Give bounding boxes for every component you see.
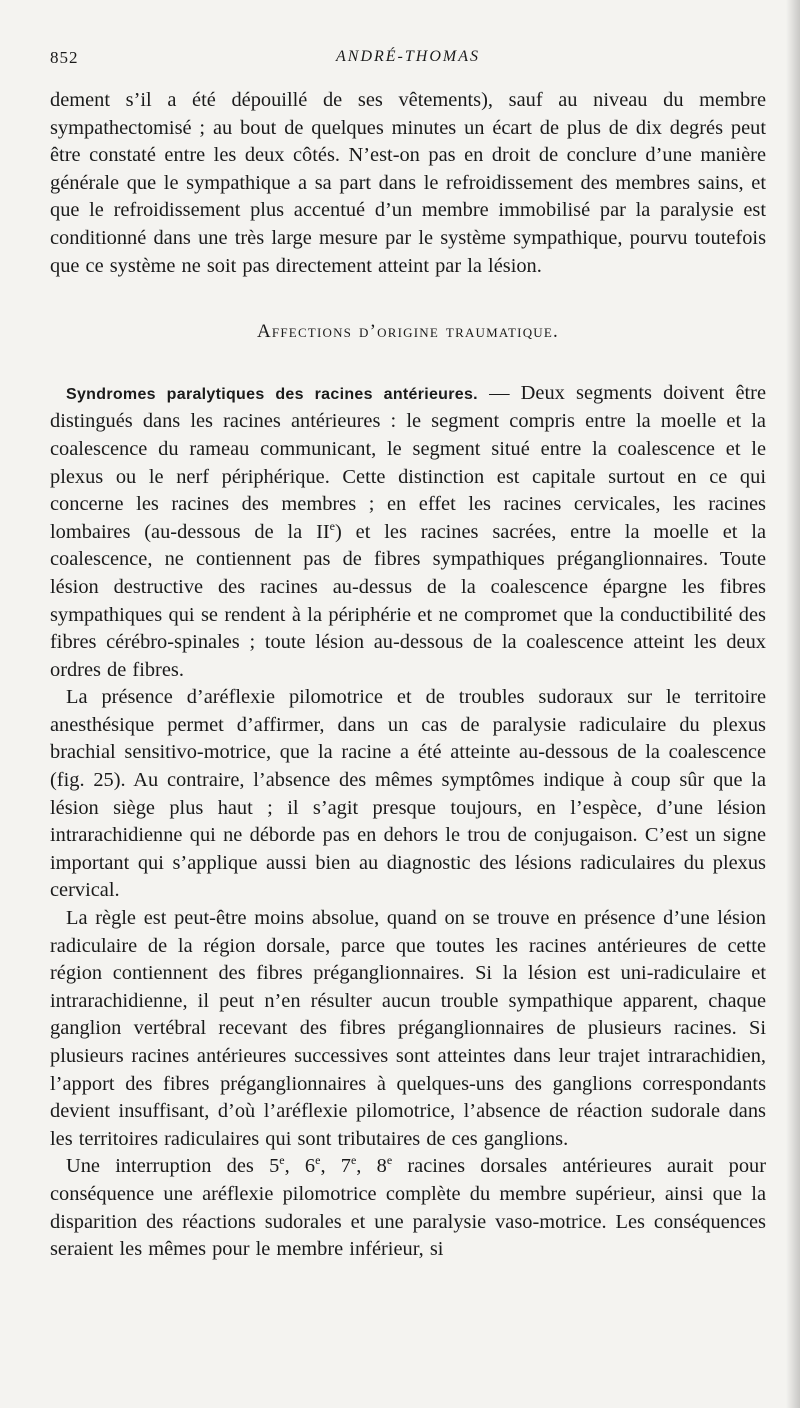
superscript: e bbox=[386, 1153, 393, 1168]
paragraph-areflexie: La présence d’aréflexie pilomotrice et de troubles sudoraux sur le territoire anesthésique permet d’affirmer, dans un cas de paralysie radiculaire du plexus brachial sensitivo-motrice, que la racine a été atteinte au-dessous de la coalescence (fig. 25). Au contraire, l’absence des mêmes symptômes indique à coup sûr que la lésion siège plus haut ; il s’agit presque toujours, en l’espèce, d’une lésion intrarachidienne qui ne déborde pas en dehors le trou de conjugaison. C’est un signe important qui s’applique aussi bien au diagnostic des lésions radiculaires du plexus cervical. bbox=[50, 686, 766, 902]
page-number: 852 bbox=[50, 48, 79, 67]
superscript: e bbox=[279, 1153, 285, 1168]
running-head: ANDRÉ-THOMAS bbox=[336, 48, 480, 65]
body-text bbox=[50, 87, 766, 1264]
paragraph-text: ) et les racines sacrées, entre la moelle et la coalescence, ne contiennent pas de fibres sympathiques préganglionnaires. Toute lésion destructive des racines au-dessus de la coalescence épargne les fibres sympathiques qui se rendent à la périphérie et ne compromet que la conductibilité des fibres cérébro-spinales ; toute lésion au-dessous de la coalescence atteint les deux ordres de fibres. bbox=[50, 520, 766, 681]
superscript: e bbox=[350, 1153, 357, 1168]
paragraph-text: — Deux segments doivent être distingués dans les racines antérieures : le segment compris entre la moelle et la coalescence du rameau communicant, le segment situé entre la coalescence et le plexus ou le nerf périphérique. Cette distinction est capitale surtout en ce qui concerne les racines des membres ; en effet les racines cervicales, les racines lombaires (au-dessous de la II bbox=[50, 381, 766, 543]
page-edge-shadow bbox=[786, 0, 800, 1408]
page-header bbox=[50, 48, 766, 72]
paragraph-continuation: dement s’il a été dépouillé de ses vêtements), sauf au niveau du membre sympathectomisé ; au bout de quelques minutes un écart de plus de dix degrés peut être constaté entre les deux côtés. N’est-on pas en droit de conclure d’une manière générale que le sympathique a sa part dans le refroidissement des membres sains, et que le refroidissement plus accentué d’un membre immobilisé par la paralysie est conditionné dans une très large mesure par le système sympathique, pourvu toutefois que ce système ne soit pas directement atteint par la lésion. bbox=[50, 89, 766, 277]
superscript: e bbox=[315, 1153, 321, 1168]
paragraph-text: , 7 bbox=[320, 1155, 351, 1178]
paragraph-text: , 8 bbox=[356, 1155, 387, 1178]
section-heading: Affections d’origine traumatique. bbox=[257, 321, 559, 343]
run-in-heading: Syndromes paralytiques des racines antérieures. bbox=[66, 385, 478, 403]
superscript: e bbox=[329, 518, 335, 533]
paragraph-syndromes bbox=[50, 380, 766, 685]
paragraph-regle: La règle est peut-être moins absolue, quand on se trouve en présence d’une lésion radiculaire de la région dorsale, parce que toutes les racines antérieures de cette région contiennent des fibres préganglionnaires. Si la lésion est uni-radiculaire et intrarachidienne, il peut n’en résulter aucun trouble sympathique apparent, chaque ganglion vertébral recevant des fibres préganglionnaires de plusieurs racines. Si plusieurs racines antérieures successives sont atteintes dans leur trajet intrarachidien, l’apport des fibres préganglionnaires à quelques-uns des ganglions correspondants devient insuffisant, d’où l’aréflexie pilomotrice, l’absence de réaction sudorale dans les territoires radiculaires qui sont tributaires de ces ganglions. bbox=[50, 907, 766, 1150]
paragraph-interruption bbox=[50, 1153, 766, 1263]
paragraph-text: racines dorsales antérieures aurait pour conséquence une aréflexie pilomotrice complète du membre supérieur, ainsi que la disparition des réactions sudorales et une paralysie vaso-motrice. Les conséquences seraient les mêmes pour le membre inférieur, si bbox=[50, 1155, 767, 1261]
paragraph-text: Une interruption des 5 bbox=[66, 1155, 280, 1178]
paragraph-text: , 6 bbox=[284, 1155, 316, 1178]
